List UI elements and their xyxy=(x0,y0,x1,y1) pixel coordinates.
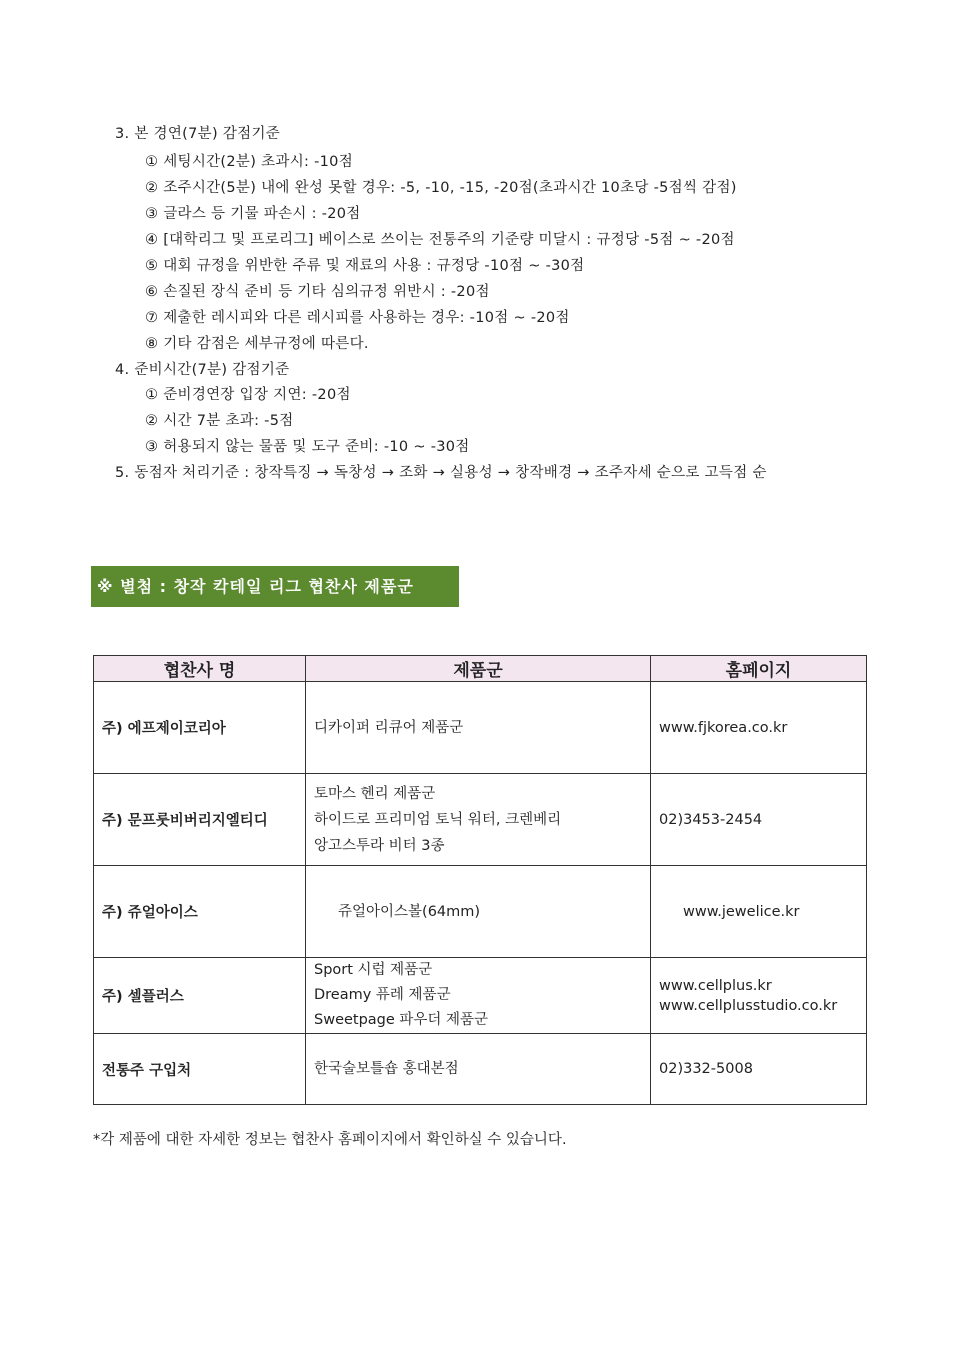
sponsor-name: 주) 문프룻비버리지엘티디 xyxy=(94,774,306,866)
product-line: 앙고스투라 비터 3종 xyxy=(314,837,445,854)
rule-item: ③ 글라스 등 기물 파손시 : -20점 xyxy=(145,206,361,222)
section-4-title: 4. 준비시간(7분) 감점기준 xyxy=(115,362,290,378)
phone-number: 02)3453-2454 xyxy=(659,811,763,828)
rule-item: ⑤ 대회 규정을 위반한 주류 및 재료의 사용 : 규정당 -10점 ~ -30점 xyxy=(145,258,585,274)
appendix-banner: ※ 별첨 : 창작 칵테일 리그 협찬사 제품군 xyxy=(91,566,459,607)
product-cell xyxy=(306,682,651,774)
section-3-title: 3. 본 경연(7분) 감점기준 xyxy=(115,126,281,142)
rule-item: ⑥ 손질된 장식 준비 등 기타 심의규정 위반시 : -20점 xyxy=(145,284,490,300)
homepage-cell xyxy=(651,774,867,866)
rule-item: ③ 허용되지 않는 물품 및 도구 준비: -10 ~ -30점 xyxy=(145,439,470,455)
product-line: Sweetpage 파우더 제품군 xyxy=(314,1012,489,1028)
rule-item: ⑧ 기타 감점은 세부규정에 따른다. xyxy=(145,336,369,352)
rule-item: ② 시간 7분 초과: -5점 xyxy=(145,413,294,429)
table-row xyxy=(94,866,867,958)
rule-item: ② 조주시간(5분) 내에 완성 못할 경우: -5, -10, -15, -20점(초과시간 10초당 -5점씩 감점) xyxy=(145,180,737,196)
header-products: 제품군 xyxy=(306,656,651,682)
homepage-link[interactable]: www.cellplus.kr xyxy=(659,977,772,994)
product-cell xyxy=(306,774,651,866)
homepage-cell xyxy=(651,866,867,958)
sponsor-name: 주) 셀플러스 xyxy=(94,958,306,1034)
product-line: Dreamy 퓨레 제품군 xyxy=(314,987,451,1003)
section-5-title: 5. 동점자 처리기준 : 창작특징 → 독창성 → 조화 → 실용성 → 창작배경 → 조주자세 순으로 고득점 순 xyxy=(115,465,767,481)
rule-item: ⑦ 제출한 레시피와 다른 레시피를 사용하는 경우: -10점 ~ -20점 xyxy=(145,310,570,326)
table-row xyxy=(94,774,867,866)
homepage-link[interactable]: www.jewelice.kr xyxy=(683,903,800,920)
sponsor-table xyxy=(93,655,867,1105)
product-line: 토마스 헨리 제품군 xyxy=(314,785,436,802)
sponsor-name: 주) 쥬얼아이스 xyxy=(94,866,306,958)
product-line: 한국술보틀숍 홍대본점 xyxy=(314,1061,459,1077)
phone-number: 02)332-5008 xyxy=(659,1061,753,1077)
product-cell xyxy=(306,1034,651,1105)
homepage-link[interactable]: www.cellplusstudio.co.kr xyxy=(659,997,838,1014)
product-line: 쥬얼아이스볼(64mm) xyxy=(338,903,481,920)
rule-item: ④ [대학리그 및 프로리그] 베이스로 쓰이는 전통주의 기준량 미달시 : 규정당 -5점 ~ -20점 xyxy=(145,232,735,248)
sponsor-name: 전통주 구입처 xyxy=(94,1034,306,1105)
table-header-row xyxy=(94,656,867,682)
rule-item: ① 세팅시간(2분) 초과시: -10점 xyxy=(145,154,353,170)
footnote: *각 제품에 대한 자세한 정보는 협찬사 홈페이지에서 확인하실 수 있습니다. xyxy=(93,1132,567,1148)
homepage-cell xyxy=(651,682,867,774)
product-line: Sport 시럽 제품군 xyxy=(314,962,433,978)
product-line: 디카이퍼 리큐어 제품군 xyxy=(314,719,464,736)
table-row xyxy=(94,1034,867,1105)
header-sponsor: 협찬사 명 xyxy=(94,656,306,682)
product-cell xyxy=(306,866,651,958)
rule-item: ① 준비경연장 입장 지연: -20점 xyxy=(145,387,351,403)
header-homepage: 홈페이지 xyxy=(651,656,867,682)
homepage-cell xyxy=(651,958,867,1034)
homepage-link[interactable]: www.fjkorea.co.kr xyxy=(659,719,788,736)
product-cell xyxy=(306,958,651,1034)
table-row xyxy=(94,958,867,1034)
table-row xyxy=(94,682,867,774)
homepage-cell xyxy=(651,1034,867,1105)
sponsor-name: 주) 에프제이코리아 xyxy=(94,682,306,774)
product-line: 하이드로 프리미엄 토닉 워터, 크렌베리 xyxy=(314,811,562,828)
